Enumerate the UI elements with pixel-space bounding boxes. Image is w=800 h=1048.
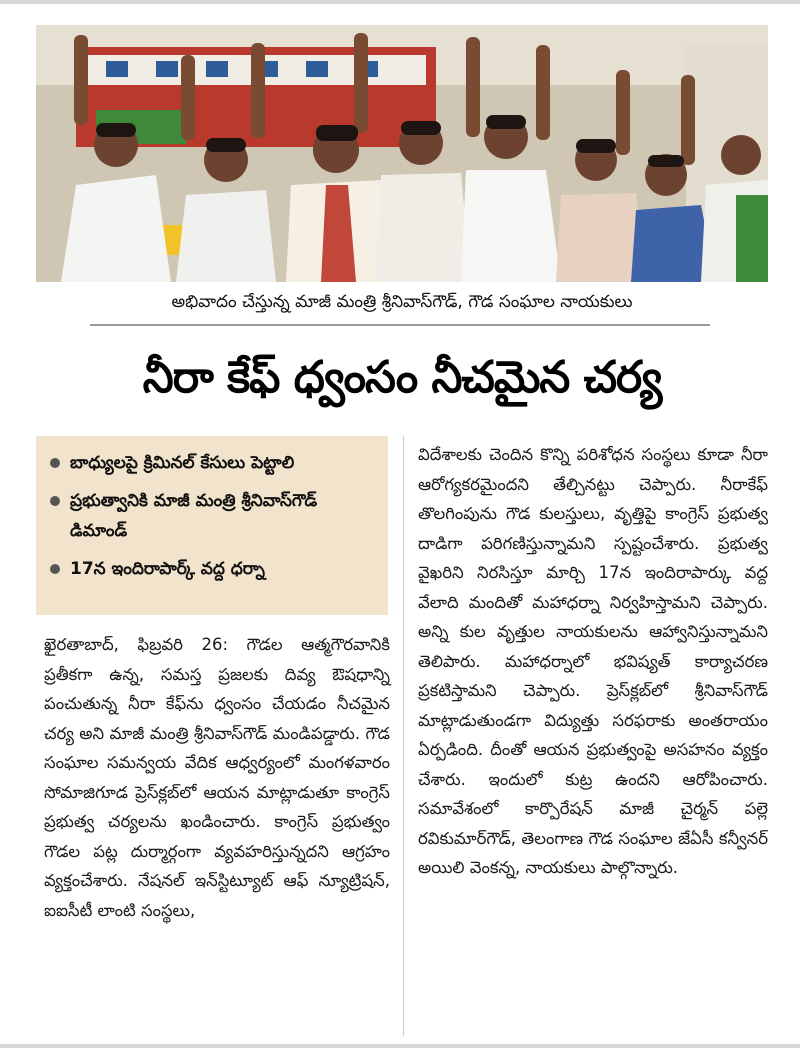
headline: నీరా కేఫ్‌ ధ్వంసం నీచమైన చర్య: [142, 352, 662, 403]
photo-caption: అభివాదం చేస్తున్న మాజీ మంత్రి శ్రీనివాస్‌గౌడ్‌, గౌడ సంఘాల నాయకులు: [171, 292, 633, 312]
highlight-text: బాధ్యులపై క్రిమినల్‌ కేసులు పెట్టాలి: [70, 453, 295, 473]
top-border: [0, 0, 800, 4]
highlight-item: [50, 554, 374, 584]
bottom-border: [0, 1044, 800, 1048]
highlight-text: 17న ఇందిరాపార్క్‌ వద్ద ధర్నా: [70, 559, 265, 579]
article-body-right: విదేశాలకు చెందిన కొన్ని పరిశోధన సంస్థలు కూడా నీరా ఆరోగ్యకరమైందని తేల్చినట్టు చెప్పారు. నీరాకేఫ్‌ తొలగింపును గౌడ కులస్తులు, వృత్తిపై కాంగ్రెస్‌ ప్రభుత్వ దాడిగా పరిగణిస్తున్నామని స్పష్టంచేశారు. ప్రభుత్వ వైఖరిని నిరసిస్తూ మార్చి 17న ఇందిరాపార్కు వద్ద వేలాది మందితో మహాధర్నా నిర్వహిస్తామని చెప్పారు. అన్ని కుల వృత్తుల నాయకులను ఆహ్వానిస్తున్నామని తెలిపారు. మహాధర్నాలో భవిష్యత్‌ కార్యాచరణ ప్రకటిస్తామని చెప్పారు. ప్రెస్‌క్లబ్‌లో శ్రీనివాస్‌గౌడ్‌ మాట్లాడుతుండగా విద్యుత్తు సరఫరాకు అంతరాయం ఏర్పడింది. దీంతో ఆయన ప్రభుత్వంపై అసహనం వ్యక్తం చేశారు. ఇందులో కుట్ర ఉందని ఆరోపించారు. సమావేశంలో కార్పొరేషన్‌ మాజీ చైర్మన్‌ పల్లె రవికుమార్‌గౌడ్‌, తెలంగాణ గౌడ సంఘాల జేఏసీ కన్వీనర్‌ అయిలి వెంకన్న, నాయకులు పాల్గొన్నారు.: [418, 445, 768, 877]
caption-divider: [90, 324, 710, 326]
column-divider: [403, 436, 404, 1036]
news-photo: [36, 25, 768, 282]
bullet-icon: [50, 496, 60, 506]
bullet-icon: [50, 458, 60, 468]
bullet-icon: [50, 564, 60, 574]
highlight-item: [50, 486, 374, 546]
highlight-item: [50, 448, 374, 478]
highlight-text: ప్రభుత్వానికి మాజీ మంత్రి శ్రీనివాస్‌గౌడ్‌ డిమాండ్‌: [70, 491, 318, 541]
highlights-box: [36, 436, 388, 615]
article-body-left: ఖైరతాబాద్‌, ఫిబ్రవరి 26: గౌడల ఆత్మగౌరవానికి ప్రతీకగా ఉన్న, సమస్త ప్రజలకు దివ్య ఔషధాన్ని పంచుతున్న నీరా కేఫ్‌ను ధ్వంసం చేయడం నీచమైన చర్య అని మాజీ మంత్రి శ్రీనివాస్‌గౌడ్‌ మండిపడ్డారు. గౌడ సంఘాల సమన్వయ వేదిక ఆధ్వర్యంలో మంగళవారం సోమాజిగూడ ప్రెస్‌క్లబ్‌లో ఆయన మాట్లాడుతూ కాంగ్రెస్‌ ప్రభుత్వ చర్యలను ఖండించారు. కాంగ్రెస్‌ ప్రభుత్వం గౌడల పట్ల దుర్మార్గంగా వ్యవహరిస్తున్నదని ఆగ్రహం వ్యక్తంచేశారు. నేషనల్‌ ఇన్‌స్టిట్యూట్‌ ఆఫ్‌ న్యూట్రిషన్‌, ఐఐసీటీ లాంటి సంస్థలు,: [44, 635, 390, 920]
